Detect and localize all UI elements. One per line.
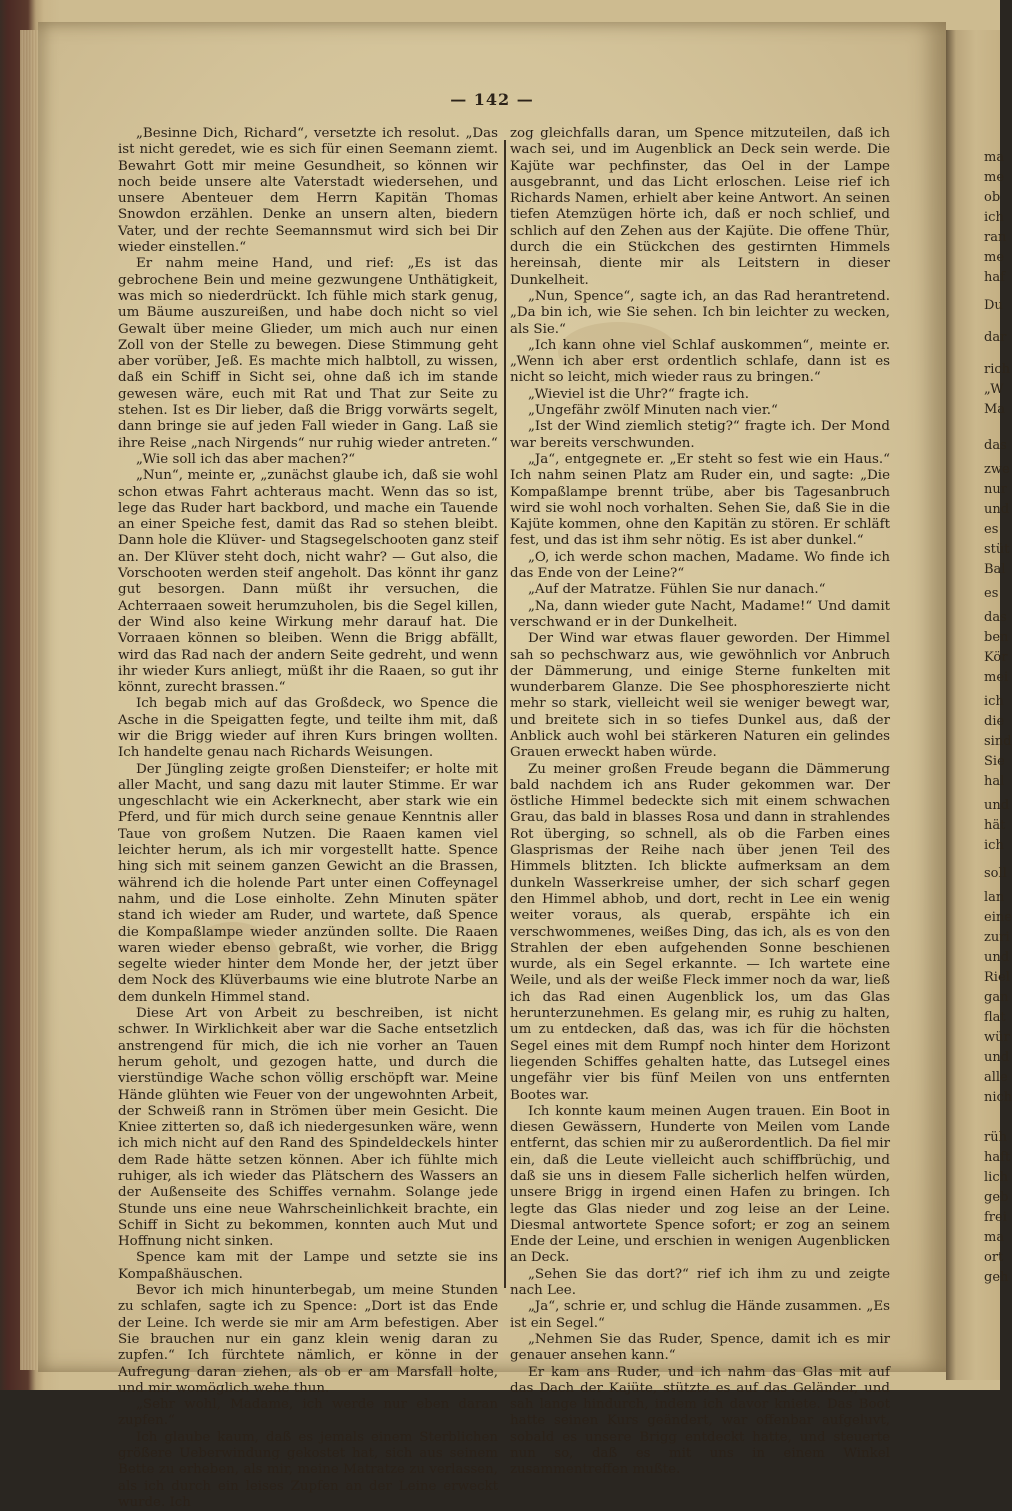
paragraph: Der Jüngling zeigte großen Diensteifer; er holte mit aller Macht, und sang dazu mit lauter Stimme. Er war ungeschlacht wie ein Ackerknecht, aber stark wie ein Pferd, und für mich durch seine genaue Kenntnis aller Taue von großem Nutzen. Die Raaen kamen viel leichter herum, als ich mir vorgestellt hatte. Spence hing sich mit seinem ganzen Gewicht an die Brassen, während ich die holende Part unter einen Coffeynagel nahm, und die Lose einholte. Zehn Minuten später stand ich wieder am Ruder, und wartete, daß Spence die Kompaßlampe wieder anzünden sollte. Die Raaen waren wieder ebenso gebraßt, wie vorher, die Brigg segelte wieder hinter dem Monde her, der jetzt über dem Nock des Klüverbaums wie eine blutrote Narbe an dem dunkeln Himmel stand. — [118, 761, 498, 1005]
right-text-column — [510, 126, 890, 1478]
paragraph: „Nun, Spence“, sagte ich, an das Rad herantretend. „Da bin ich, wie Sie sehen. Ich bin leichter zu wecken, als Sie.“ — [510, 288, 890, 337]
left-text-column — [118, 126, 498, 1510]
next-page-text-fragment: flat — [984, 1010, 1006, 1025]
page-number: — 142 — — [450, 90, 534, 109]
next-page-text-fragment: es — [984, 522, 999, 537]
next-page-text-fragment: sind — [984, 734, 1012, 749]
next-page-text-fragment: ich — [984, 694, 1004, 709]
paragraph: „Nehmen Sie das Ruder, Spence, damit ich es mir genauer ansehen kann.“ — [510, 1331, 890, 1364]
next-page-text-fragment: ich — [984, 838, 1004, 853]
next-page-text-fragment: eine — [984, 910, 1012, 925]
next-page-text-fragment: zwe — [984, 462, 1010, 477]
book-page — [38, 22, 946, 1510]
paragraph: Bevor ich mich hinunterbegab, um meine Stunden zu schlafen, sagte ich zu Spence: „Dort ist das Ende der Leine. Ich werde sie mir am Arm befestigen. Aber Sie brauchen nur ein ganz klein wenig daran zu zupfen.“ Ich fürchtete nämlich, er könne in der Aufregung daran ziehen, als ob er am Marsfall holte, und mir womöglich wehe thun. — [118, 1283, 498, 1396]
next-page-text-fragment: stüt — [984, 542, 1010, 557]
next-page-text-fragment: ran — [984, 230, 1007, 245]
next-page-text-fragment: Du — [984, 298, 1003, 313]
next-page-text-fragment: und — [984, 1050, 1010, 1065]
next-page-text-fragment: ben — [984, 630, 1009, 645]
next-page-text-fragment: lan — [984, 890, 1005, 905]
next-page-text-fragment: ich — [984, 210, 1004, 225]
next-page-text-fragment: mei — [984, 670, 1009, 685]
paragraph: „Wieviel ist die Uhr?“ fragte ich. — [528, 386, 750, 402]
next-page-edge — [946, 30, 1012, 1380]
paragraph: Zu meiner großen Freude begann die Dämmerung bald nachdem ich ans Ruder gekommen war. Der östliche Himmel bedeckte sich mit einem schwachen Grau, das bald in blasses Rosa und dann in strahlendes Rot überging, so schnell, als ob die Farben eines Glasprismas der Reihe nach über jenen Teil des Himmels blitzten. Ich blickte aufmerksam an dem dunkeln Wasserkreise umher, der sich scharf gegen den Himmel abhob, und dort, recht in Lee ein wenig weiter voraus, als querab, erspähte ich ein verschwommenes, weißes Ding, das ich, als es von den Strahlen der eben aufgehenden Sonne beschienen wurde, als ein Segel erkannte. — Ich wartete eine Weile, und als der weiße Fleck immer noch da war, ließ ich das Rad einen Augenblick los, um das Glas herunterzunehmen. Es gelang mir, es ruhig zu halten, um zu entdecken, daß das, was ich für die höchsten Segel eines mit dem Rumpf noch hinter dem Horizont liegenden Schiffes gehalten hatte, das Lutsegel eines ungefähr vier bis fünf Meilen von uns entfernten Bootes war. — [510, 761, 890, 1103]
paragraph: „O, ich werde schon machen, Madame. Wo finde ich das Ende von der Leine?“ — [510, 549, 890, 582]
next-page-text-fragment: nur — [984, 482, 1007, 497]
paragraph: „Besinne Dich, Richard“, versetzte ich resolut. „Das ist nicht geredet, wie es sich für einen Seemann ziemt. Bewahrt Gott mir meine Gesundheit, so können wir noch beide unsere alte Vaterstadt wiedersehen, und unsere Abenteuer dem Herrn Kapitän Thomas Snowdon erzählen. Denke an unsern alten, biedern Vater, und der rechte Seemannsmut wird sich bei Dir wieder einstellen.“ — [118, 126, 498, 256]
paragraph: „Na, dann wieder gute Nacht, Madame!“ Und damit verschwand er in der Dunkelheit. — [510, 598, 890, 630]
next-page-text-fragment: Sie — [984, 754, 1005, 769]
next-page-text-fragment: rich — [984, 362, 1011, 377]
paragraph: Er nahm meine Hand, und rief: „Es ist das gebrochene Bein und meine gezwungene Unthätigkeit, was mich so niederdrückt. Ich fühle mich stark genug, um Bäume auszureißen, und habe doch nicht so viel Gewalt über meine Glieder, um mich auch nur einen Zoll von der Stelle zu bewegen. Diese Stimmung geht aber vorüber, Jeß. Es machte mich halbtoll, zu wissen, daß ein Schiff in Sicht sei, ohne daß ich im stande gewesen wäre, euch mit Rat und That zur Seite zu stehen. Ist es Dir lieber, daß die Brigg vorwärts segelt, dann bringe sie auf jeden Fall wieder in Gang. Laß sie ihre Reise „nach Nirgends“ nur ruhig wieder antreten.“ — [118, 256, 498, 451]
next-page-text-fragment: haf — [984, 270, 1005, 285]
next-page-text-fragment: ma — [984, 1230, 1005, 1245]
next-page-text-fragment: hal — [984, 774, 1005, 789]
next-page-text-fragment: ob — [984, 190, 1001, 205]
next-page-text-fragment: zuri — [984, 930, 1010, 945]
next-page-text-fragment: soll — [984, 866, 1007, 881]
paragraph: Ich konnte kaum meinen Augen trauen. Ein Boot in diesen Gewässern, Hunderte von Meilen vom Lande entfernt, das schien mir zu außerordentlich. Da fiel mir ein, daß die Leute vielleicht auch schiffbrüchig, und daß sie uns in diesem Falle sicherlich helfen würden, unsere Brigg in irgend einen Hafen zu bringen. Ich legte das Glas nieder und zog leise an der Leine. Diesmal antwortete Spence sofort; er zog an seinem Ende der Leine, und erschien in wenigen Augenblicken an Deck. — [510, 1103, 890, 1266]
next-page-text-fragment: und — [984, 502, 1010, 517]
next-page-text-fragment: rüh — [984, 1130, 1007, 1145]
next-page-text-fragment: das — [984, 610, 1007, 625]
next-page-text-fragment: hät — [984, 818, 1006, 833]
next-page-text-fragment: Ma — [984, 402, 1006, 417]
paragraph: „Nun“, meinte er, „zunächst glaube ich, daß sie wohl schon etwas Fahrt achteraus macht. Wenn das so ist, lege das Ruder hart backbord, und mache ein Tauende an einer Speiche fest, damit das Rad so stehen bleibt. Dann hole die Klüver- und Stagsegelschooten ganz steif an. Der Klüver steht doch, nicht wahr? — Gut also, die Vorschooten werden steif angeholt. Das könnt ihr ganz gut besorgen. Dann müßt ihr versuchen, die Achterraaen soweit herumzuholen, bis die Segel killen, der Wind also keine Wirkung mehr darauf hat. Die Vorraaen können so bleiben. Wenn die Brigg abfällt, wird das Rad nach der andern Seite gedreht, und wenn ihr wieder Kurs anliegt, müßt ihr die Raaen, so gut ihr könnt, zurecht brassen.“ — [118, 468, 498, 696]
next-page-text-fragment: haft — [984, 1150, 1011, 1165]
next-page-text-fragment: ort — [984, 1250, 1004, 1265]
next-page-text-fragment: gan — [984, 990, 1009, 1005]
paragraph: „Sehr wohl, Madame, ich werde nur eben daran zupfen.“ — [118, 1397, 498, 1429]
next-page-text-fragment: Riel — [984, 970, 1010, 985]
next-page-text-fragment: Bal — [984, 562, 1006, 577]
next-page-text-fragment: Kör — [984, 650, 1008, 665]
next-page-text-fragment: nich — [984, 1090, 1012, 1105]
next-page-text-fragment: geb — [984, 1190, 1009, 1205]
next-page-text-fragment: und — [984, 798, 1010, 813]
paragraph: Der Wind war etwas flauer geworden. Der Himmel sah so pechschwarz aus, wie gewöhnlich vor Anbruch der Dämmerung, und einige Sterne funkelten mit wunderbarem Glanze. Die See phosphoreszierte nicht mehr so stark, vielleicht weil sie weniger bewegt war, und breitete sich in so tiefes Dunkel aus, daß der Anblick auch wohl bei stärkeren Naturen ein gelindes Grauen erweckt haben würde. — [510, 631, 890, 761]
next-page-text-fragment: me — [984, 250, 1005, 265]
column-divider — [504, 140, 506, 1288]
next-page-text-fragment: und — [984, 950, 1010, 965]
next-page-text-fragment: die — [984, 714, 1005, 729]
paragraph: Er kam ans Ruder, und ich nahm das Glas mit auf das Dach der Kajüte, stützte es auf das Geländer, und sah lange hindurch, indem ich davor kniete. Das Boot hatte seinen Kurs geändert, war offenbar aufgeluvt, sobald es unsere Brigg entdeckt hatte, und steuerte nun so, daß es mit uns in einem Winkel zusammentreffen mußte. — [510, 1364, 890, 1478]
paragraph: „Ja“, schrie er, und schlug die Hände zusammen. „Es ist ein Segel.“ — [510, 1299, 890, 1331]
book-page-edges — [20, 30, 38, 1370]
next-page-text-fragment: ma — [984, 150, 1005, 165]
paragraph: Ich begab mich auf das Großdeck, wo Spence die Asche in die Speigatten fegte, und teilte ihm mit, daß wir die Brigg wieder auf ihren Kurs bringen wollten. Ich handelte genau nach Richards Weisungen. — [118, 696, 498, 761]
next-page-text-fragment: es — [984, 586, 999, 601]
next-page-text-fragment: lich — [984, 1170, 1008, 1185]
paragraph: „Ungefähr zwölf Minuten nach vier.“ — [528, 403, 778, 419]
next-page-text-fragment: geh — [984, 1270, 1009, 1285]
paragraph: zog gleichfalls daran, um Spence mitzuteilen, daß ich wach sei, und im Augenblick an Deck sein werde. Die Kajüte war pechfinster, das Oel in der Lampe ausgebrannt, und das Licht erloschen. Leise rief ich Richards Namen, erhielt aber keine Antwort. An seinen tiefen Atemzügen hörte ich, daß er noch schlief, und schlich auf den Zehen aus der Kajüte. Die offene Thür, durch die ein Stückchen des gestirnten Himmels hereinsah, diente mir als Leitstern in dieser Dunkelheit. — [510, 126, 890, 288]
next-page-text-fragment: wür — [984, 1030, 1010, 1045]
paragraph: „Ist der Wind ziemlich stetig?“ fragte ich. Der Mond war bereits verschwunden. — [510, 419, 890, 451]
paragraph: „Ja“, entgegnete er. „Er steht so fest wie ein Haus.“ Ich nahm seinen Platz am Ruder ein, und sagte: „Die Kompaßlampe brennt trübe, aber bis Tagesanbruch wird sie wohl noch vorhalten. Sehen Sie, daß Sie in die Kajüte kommen, ohne den Kapitän zu stören. Er schläft fest, und das ist ihm sehr nötig. Es ist aber dunkel.“ — [510, 451, 890, 549]
next-page-text-fragment: das — [984, 438, 1007, 453]
paragraph: Diese Art von Arbeit zu beschreiben, ist nicht schwer. In Wirklichkeit aber war die Sache entsetzlich anstrengend für mich, die ich nie vorher an Tauen herum geholt, und gezogen hatte, und durch die vierstündige Wache schon völlig erschöpft war. Meine Hände glühten wie Feuer von der ungewohnten Arbeit, der Schweiß rann in Strömen über mein Gesicht. Die Kniee zitterten so, daß ich niedergesunken wäre, wenn ich mich nicht auf den Rand des Spindeldeckels hinter dem Rade hätte setzen können. Aber ich fühlte mich ruhiger, als ich wieder das Plätschern des Wassers an der Außenseite des Schiffes vernahm. Solange jede Stunde uns eine neue Wahrscheinlichkeit brachte, ein Schiff in Sicht zu bekommen, konnten auch Mut und Hoffnung nicht sinken. — [118, 1006, 498, 1250]
next-page-text-fragment: „W — [984, 382, 1004, 397]
paragraph: „Wie soll ich das aber machen?“ — [136, 451, 356, 467]
paragraph: Ich glaube kaum, daß es jemals einem Sterblichen größere Ueberwindung gekostet hat, sich aus seinem Bette zu erheben, als mir, meine Matratze zu verlassen, als ich durch ein leises Zupfen an der Leine erweckt wurde. Ich — [118, 1429, 498, 1510]
paragraph: „Ich kann ohne viel Schlaf auskommen“, meinte er. „Wenn ich aber erst ordentlich schlafe, dann ist es nicht so leicht, mich wieder raus zu bringen.“ — [510, 337, 890, 386]
next-page-text-fragment: alle — [984, 1070, 1008, 1085]
paragraph: „Auf der Matratze. Fühlen Sie nur danach.“ — [528, 582, 826, 598]
next-page-text-fragment: dar — [984, 330, 1007, 345]
next-page-text-fragment: me — [984, 170, 1005, 185]
paragraph: „Sehen Sie das dort?“ rief ich ihm zu und zeigte nach Lee. — [510, 1266, 890, 1299]
next-page-text-fragment: frei — [984, 1210, 1007, 1225]
paragraph: Spence kam mit der Lampe und setzte sie ins Kompaßhäuschen. — [118, 1250, 498, 1282]
